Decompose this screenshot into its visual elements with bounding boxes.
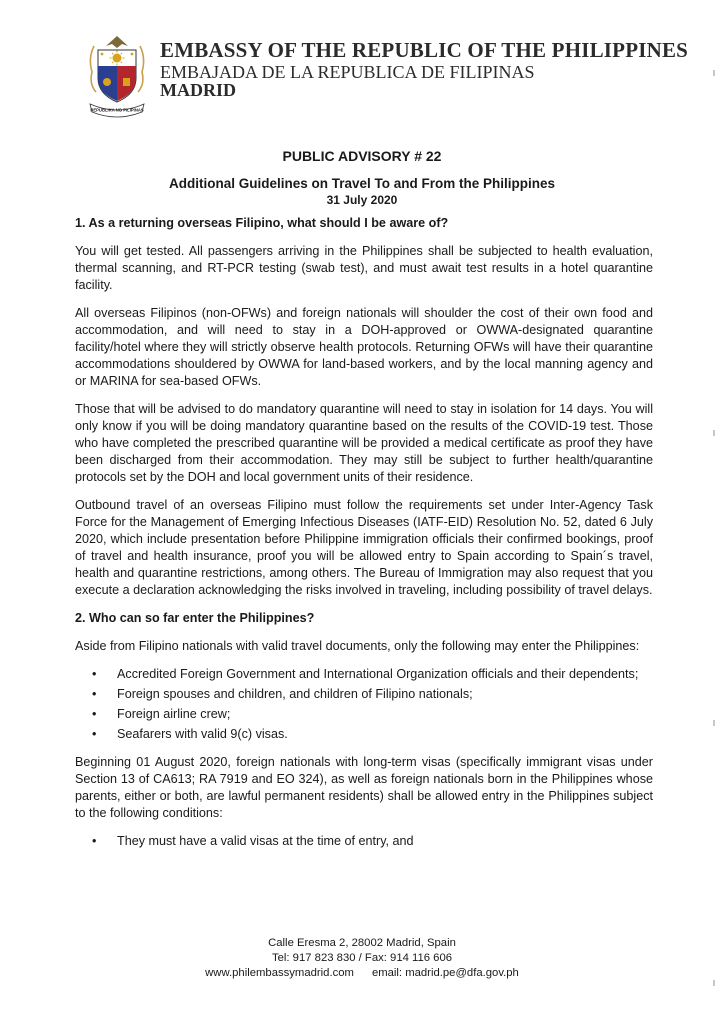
section-1-paragraph: Those that will be advised to do mandatory quarantine will need to stay in isolation for 14 days. You will only know if you will be doing mandatory quarantine based on the results of the COVID-19 test. Those who have completed the prescribed quarantine will be provided a medical certificate as proof they have been discharged from their accommodation. They may still be subject to further health/quarantine protocols set by the DOH and local government units of their residence. xyxy=(75,402,653,484)
list-item: • Foreign airline crew; xyxy=(75,706,653,723)
advisory-body xyxy=(75,212,653,861)
advisory-date: 31 July 2020 xyxy=(326,193,398,207)
footer-contact-line xyxy=(0,966,724,981)
section-1-heading: 1. As a returning overseas Filipino, what should I be aware of? xyxy=(75,216,449,230)
advisory-title: PUBLIC ADVISORY # 22 xyxy=(282,148,442,164)
scan-mark xyxy=(713,720,715,726)
philippine-seal-icon xyxy=(86,32,148,118)
embassy-name-english: EMBASSY OF THE REPUBLIC OF THE PHILIPPINES xyxy=(160,38,689,62)
list-item: • Seafarers with valid 9(c) visas. xyxy=(75,726,653,743)
section-2-paragraph: Beginning 01 August 2020, foreign nationals with long-term visas (specifically immigrant visas under Section 13 of CA613; RA 7919 and EO 324), as well as foreign nationals born in the Philippines whose parents, either or both, are lawful permanent residents) shall be allowed entry in the Philippines subject to the following conditions: xyxy=(75,755,653,820)
entry-conditions-list xyxy=(75,833,653,850)
footer-phones: Tel: 917 823 830 / Fax: 914 116 606 xyxy=(271,952,453,964)
footer-website: www.philembassymadrid.com xyxy=(205,967,354,979)
section-1-paragraph: You will get tested. All passengers arriving in the Philippines shall be subjected to health evaluation, thermal scanning, and RT-PCR testing (swab test), and must await test results in a hotel quarantine facility. xyxy=(75,244,653,292)
advisory-subtitle: Additional Guidelines on Travel To and From the Philippines xyxy=(168,176,556,191)
embassy-city: MADRID xyxy=(160,80,236,100)
section-1-paragraph: Outbound travel of an overseas Filipino must follow the requirements set under Inter-Agency Task Force for the Management of Emerging Infectious Diseases (IATF-EID) Resolution No. 52, dated 6 July 2020, which include presentation before Philippine immigration officials their confirmed bookings, proof of travel and health insurance, proof you will be allowed entry to Spain according to Spain´s travel, health and quarantine restrictions, among others. The Bureau of Immigration may also request that you execute a declaration acknowledging the risks involved in traveling, including possibility of travel delays. xyxy=(75,498,653,597)
eligible-entrants-list xyxy=(75,666,653,743)
list-item: • Foreign spouses and children, and children of Filipino nationals; xyxy=(75,686,653,703)
list-item: • Accredited Foreign Government and International Organization officials and their dependents; xyxy=(75,666,653,683)
section-2-intro: Aside from Filipino nationals with valid travel documents, only the following may enter the Philippines: xyxy=(75,639,640,653)
seal-ribbon-text: REPUBLIKA NG PILIPINAS xyxy=(90,107,144,113)
section-1-paragraph: All overseas Filipinos (non-OFWs) and foreign nationals will shoulder the cost of their own food and accommodation, and will need to stay in a DOH-approved or OWWA-designated quarantine facility/hotel where they will strictly observe health protocols. Returning OFWs will have their quarantine accommodations shouldered by OWWA for land-based workers, and by the local manning agency and or MARINA for sea-based OFWs. xyxy=(75,306,653,388)
list-item: • They must have a valid visas at the time of entry, and xyxy=(75,833,653,850)
scan-mark xyxy=(713,980,715,986)
embassy-name-spanish: EMBAJADA DE LA REPUBLICA DE FILIPINAS xyxy=(160,62,535,82)
footer-address: Calle Eresma 2, 28002 Madrid, Spain xyxy=(268,937,456,949)
section-2-heading: 2. Who can so far enter the Philippines? xyxy=(75,611,315,625)
page-footer xyxy=(0,936,724,981)
scan-mark xyxy=(713,430,715,436)
footer-email: email: madrid.pe@dfa.gov.ph xyxy=(371,967,519,979)
scan-mark xyxy=(713,70,715,76)
